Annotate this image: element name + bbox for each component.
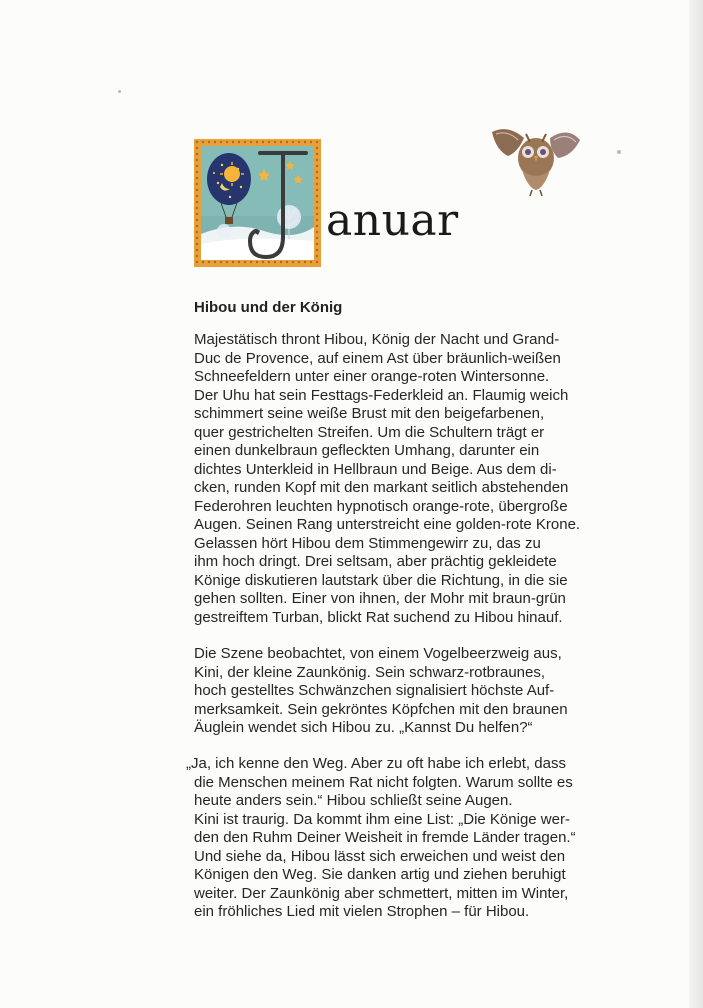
text-line: Könige diskutieren lautstark über die Richtung, in die sie: [194, 571, 568, 589]
text-line: merksamkeit. Sein gekröntes Köpfchen mit den braunen: [194, 700, 568, 718]
text-line: Und siehe da, Hibou lässt sich erweichen und weist den: [194, 847, 566, 865]
text-line: Kini ist traurig. Da kommt ihm eine List: „Die Könige wer-: [194, 810, 570, 828]
text-line: hoch gestelltes Schwänzchen signalisiert höchste Auf-: [194, 682, 555, 699]
text-line: gehen sollten. Einer von ihnen, der Mohr mit braun-grün: [194, 590, 566, 607]
text-line: heute anders sein.“ Hibou schließt seine Augen.: [194, 792, 513, 809]
story-heading: Hibou und der König: [194, 299, 343, 316]
text-line: Federohren leuchten hypnotisch orange-rote, übergroße: [194, 497, 568, 515]
text-line: „Ja, ich kenne den Weg. Aber zu oft habe ich erlebt, dass: [186, 755, 566, 772]
text-line: Königen den Weg. Sie danken artig und ziehen beruhigt: [194, 866, 566, 883]
text-line: ihm hoch dringt. Drei seltsam, aber prächtig gekleidete: [194, 553, 557, 570]
text-line: schimmert seine weiße Brust mit den beigefarbenen,: [194, 405, 545, 422]
text-line: Äuglein wendet sich Hibou zu. „Kannst Du helfen?“: [194, 719, 533, 736]
paragraph-2: [194, 645, 614, 738]
initial-letter-illustration: [194, 139, 321, 267]
text-line: Der Uhu hat sein Festtags-Federkleid an. Flaumig weich: [194, 386, 569, 404]
month-title: anuar: [326, 195, 459, 246]
text-line: dichtes Unterkleid in Hellbraun und Beige. Aus dem di-: [194, 460, 557, 478]
text-line: weiter. Der Zaunkönig aber schmettert, mitten im Winter,: [194, 884, 569, 902]
text-line: gestreiftem Turban, blickt Rat suchend zu Hibou hinauf.: [194, 608, 563, 626]
text-line: Gelassen hört Hibou dem Stimmengewirr zu, das zu: [194, 534, 541, 552]
text-line: Die Szene beobachtet, von einem Vogelbeerzweig aus,: [194, 645, 562, 662]
text-line: Majestätisch thront Hibou, König der Nacht und Grand-: [194, 331, 560, 348]
text-line: Schneefeldern unter einer orange-roten Wintersonne.: [194, 368, 550, 385]
paragraph-1: [194, 331, 614, 627]
text-line: einen dunkelbraun gefleckten Umhang, darunter ein: [194, 442, 540, 459]
text-line: cken, runden Kopf mit den markant seitlich abstehenden: [194, 479, 569, 496]
text-line: den den Ruhm Deiner Weisheit in fremde Länder tragen.“: [194, 829, 576, 846]
text-line: Duc de Provence, auf einem Ast über bräunlich-weißen: [194, 349, 561, 367]
owl-illustration: [488, 122, 583, 197]
paper-speck: [617, 150, 621, 154]
text-line: Kini, der kleine Zaunkönig. Sein schwarz-rotbraunes,: [194, 663, 546, 681]
paragraph-3: [186, 755, 606, 922]
paper-speck: [118, 90, 121, 93]
text-line: ein fröhliches Lied mit vielen Strophen – für Hibou.: [194, 903, 530, 920]
page-edge-shadow: [689, 0, 703, 1008]
text-line: quer gestrichelten Streifen. Um die Schultern trägt er: [194, 423, 545, 441]
text-line: Augen. Seinen Rang unterstreicht eine golden-rote Krone.: [194, 516, 581, 533]
text-line: die Menschen meinem Rat nicht folgten. Warum sollte es: [194, 773, 573, 791]
